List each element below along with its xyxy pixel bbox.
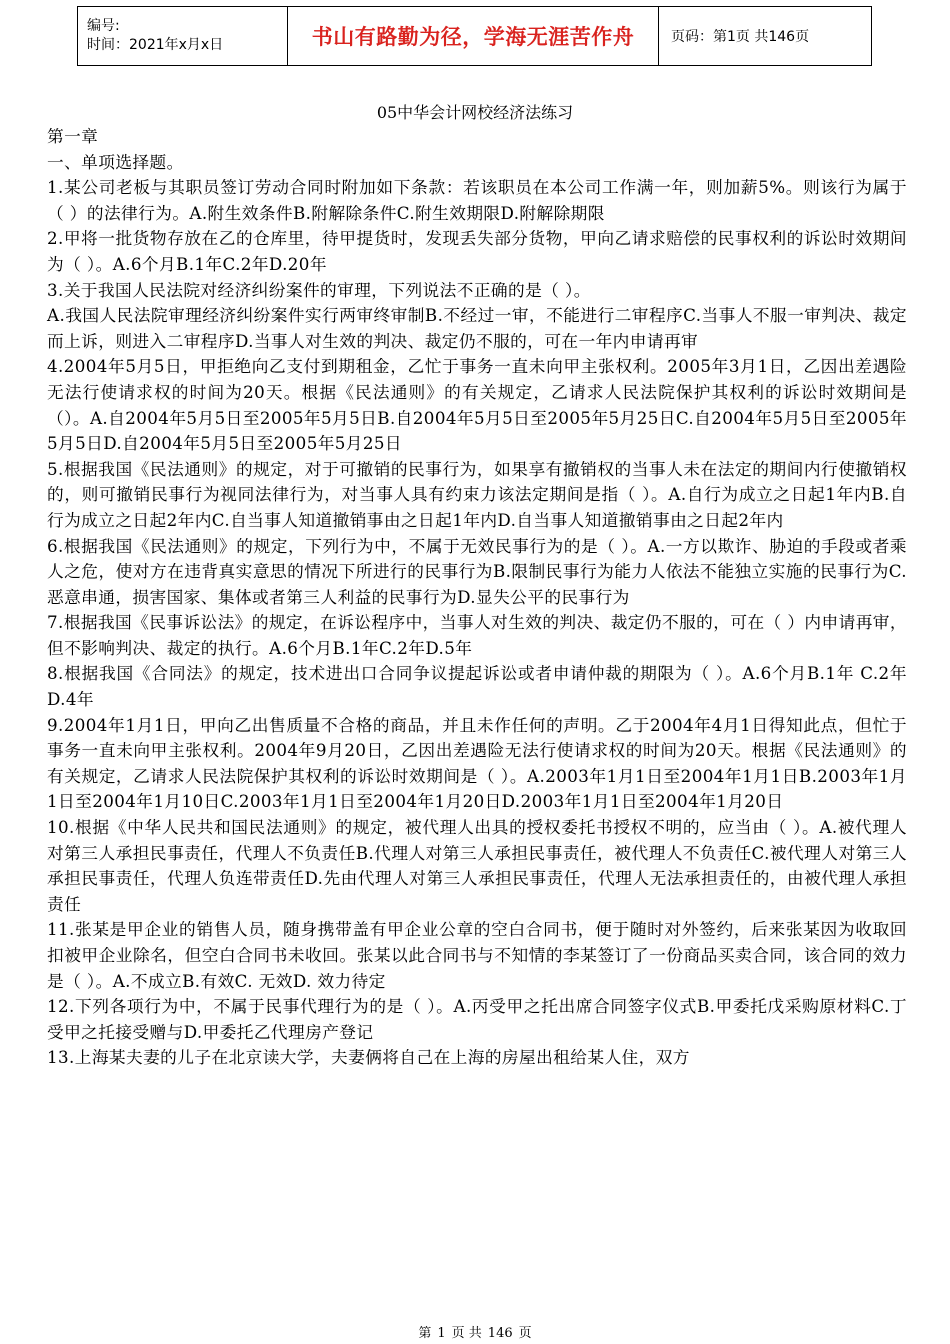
question-item: 12.下列各项行为中，不属于民事代理行为的是（ ）。A.丙受甲之托出席合同签字仪式B.甲委托戊采购原材料C.丁受甲之托接受赠与D.甲委托乙代理房产登记 <box>47 996 907 1042</box>
header-motto: 书山有路勤为径，学海无涯苦作舟 <box>288 7 659 66</box>
question-item: 10.根据《中华人民共和国民法通则》的规定，被代理人出具的授权委托书授权不明的，应当由（ ）。A.被代理人对第三人承担民事责任，代理人不负责任B.代理人对第三人承担民事责任，被代理人不负责任C.被代理人对第三人承担民事责任，代理人负连带责任D.先由代理人对第三人承担民事责任，代理人无法承担责任的，由被代理人承担责任 <box>47 817 907 914</box>
question-item: 5.根据我国《民法通则》的规定，对于可撤销的民事行为，如果享有撤销权的当事人未在法定的期间内行使撤销权的，则可撤销民事行为视同法律行为，对当事人具有约束力该法定期间是指（ ）。A.自行为成立之日起1年内B.自行为成立之日起2年内C.自当事人知道撤销事由之日起1年内D.自当事人知道撤销事由之日起2年内 <box>47 458 907 530</box>
question-item: 9.2004年1月1日，甲向乙出售质量不合格的商品，并且未作任何的声明。乙于2004年4月1日得知此点，但忙于事务一直未向甲主张权利。2004年9月20日，乙因出差遇险无法行使请求权的时间为20天。根据《民法通则》的有关规定，乙请求人民法院保护其权利的诉讼时效期间是（ ）。A.2003年1月1日至2004年1月1日B.2003年1月1日至2004年1月10日C.2003年1月1日至2004年1月20日D.2003年1月1日至2004年1月20日 <box>47 714 907 812</box>
header-page-info: 页码：第1页 共146页 <box>659 7 872 66</box>
question-item: 7.根据我国《民事诉讼法》的规定，在诉讼程序中，当事人对生效的判决、裁定仍不服的，可在（ ）内申请再审，但不影响判决、裁定的执行。A.6个月B.1年C.2年D.5年 <box>47 612 907 658</box>
number-label: 编号: <box>87 18 120 34</box>
footer-prefix: 第 <box>418 1326 432 1341</box>
section-heading: 一、单项选择题。 <box>47 151 184 172</box>
question-item: 2.甲将一批货物存放在乙的仓库里，待甲提货时，发现丢失部分货物，甲向乙请求赔偿的民事权利的诉讼时效期间为（ ）。A.6个月B.1年C.2年D.20年 <box>47 228 907 274</box>
footer-mid: 页 共 <box>451 1326 482 1341</box>
question-item: 8.根据我国《合同法》的规定，技术进出口合同争议提起诉讼或者申请仲裁的期限为（ ）。A.6个月B.1年 C.2年 D.4年 <box>47 663 907 710</box>
footer-page-number: 1 <box>437 1326 446 1341</box>
page-footer <box>0 1322 950 1341</box>
footer-page-total: 146 <box>487 1326 513 1341</box>
chapter-heading: 第一章 <box>47 126 99 146</box>
header-table <box>77 6 872 66</box>
question-item: 4.2004年5月5日，甲拒绝向乙支付到期租金，乙忙于事务一直未向甲主张权利。2005年3月1日，乙因出差遇险无法行使请求权的时间为20天。根据《民法通则》的有关规定，乙请求人民法院保护其权利的诉讼时效期间是（）。A.自2004年5月5日至2005年5月5日B.自2004年5月5日至2005年5月25日C.自2004年5月5日至2005年5月5日D.自2004年5月5日至2005年5月25日 <box>47 356 907 454</box>
document-body <box>47 124 907 1071</box>
question-item: 13.上海某夫妻的儿子在北京读大学，夫妻俩将自己在上海的房屋出租给某人住，双方 <box>47 1047 690 1068</box>
footer-suffix: 页 <box>518 1326 532 1341</box>
document-title: 05中华会计网校经济法练习 <box>376 103 574 122</box>
time-label: 时间：2021年x月x日 <box>87 37 224 53</box>
header-meta-cell <box>78 7 288 66</box>
question-item: 3.关于我国人民法院对经济纠纷案件的审理，下列说法不正确的是（ ）。 <box>47 279 591 300</box>
question-item: 11.张某是甲企业的销售人员，随身携带盖有甲企业公章的空白合同书，便于随时对外签约，后来张某因为收取回扣被甲企业除名，但空白合同书未收回。张某以此合同书与不知情的李某签订了一份商品买卖合同，该合同的效力是（ ）。A.不成立B.有效C. 无效D. 效力待定 <box>47 919 907 991</box>
question-item: 1.某公司老板与其职员签订劳动合同时附加如下条款：若该职员在本公司工作满一年，则加薪5%。则该行为属于（ ）的法律行为。A.附生效条件B.附解除条件C.附生效期限D.附解除期限 <box>47 177 907 223</box>
question-item: 6.根据我国《民法通则》的规定，下列行为中，不属于无效民事行为的是（ ）。A.一方以欺诈、胁迫的手段或者乘人之危，使对方在违背真实意思的情况下所进行的民事行为B.限制民事行为能力人依法不能独立实施的民事行为C.恶意串通，损害国家、集体或者第三人利益的民事行为D.显失公平的民事行为 <box>47 535 907 607</box>
question-item: A.我国人民法院审理经济纠纷案件实行两审终审制B.不经过一审，不能进行二审程序C.当事人不服一审判决、裁定而上诉，则进入二审程序D.当事人对生效的判决、裁定仍不服的，可在一年内申请再审 <box>47 305 907 351</box>
